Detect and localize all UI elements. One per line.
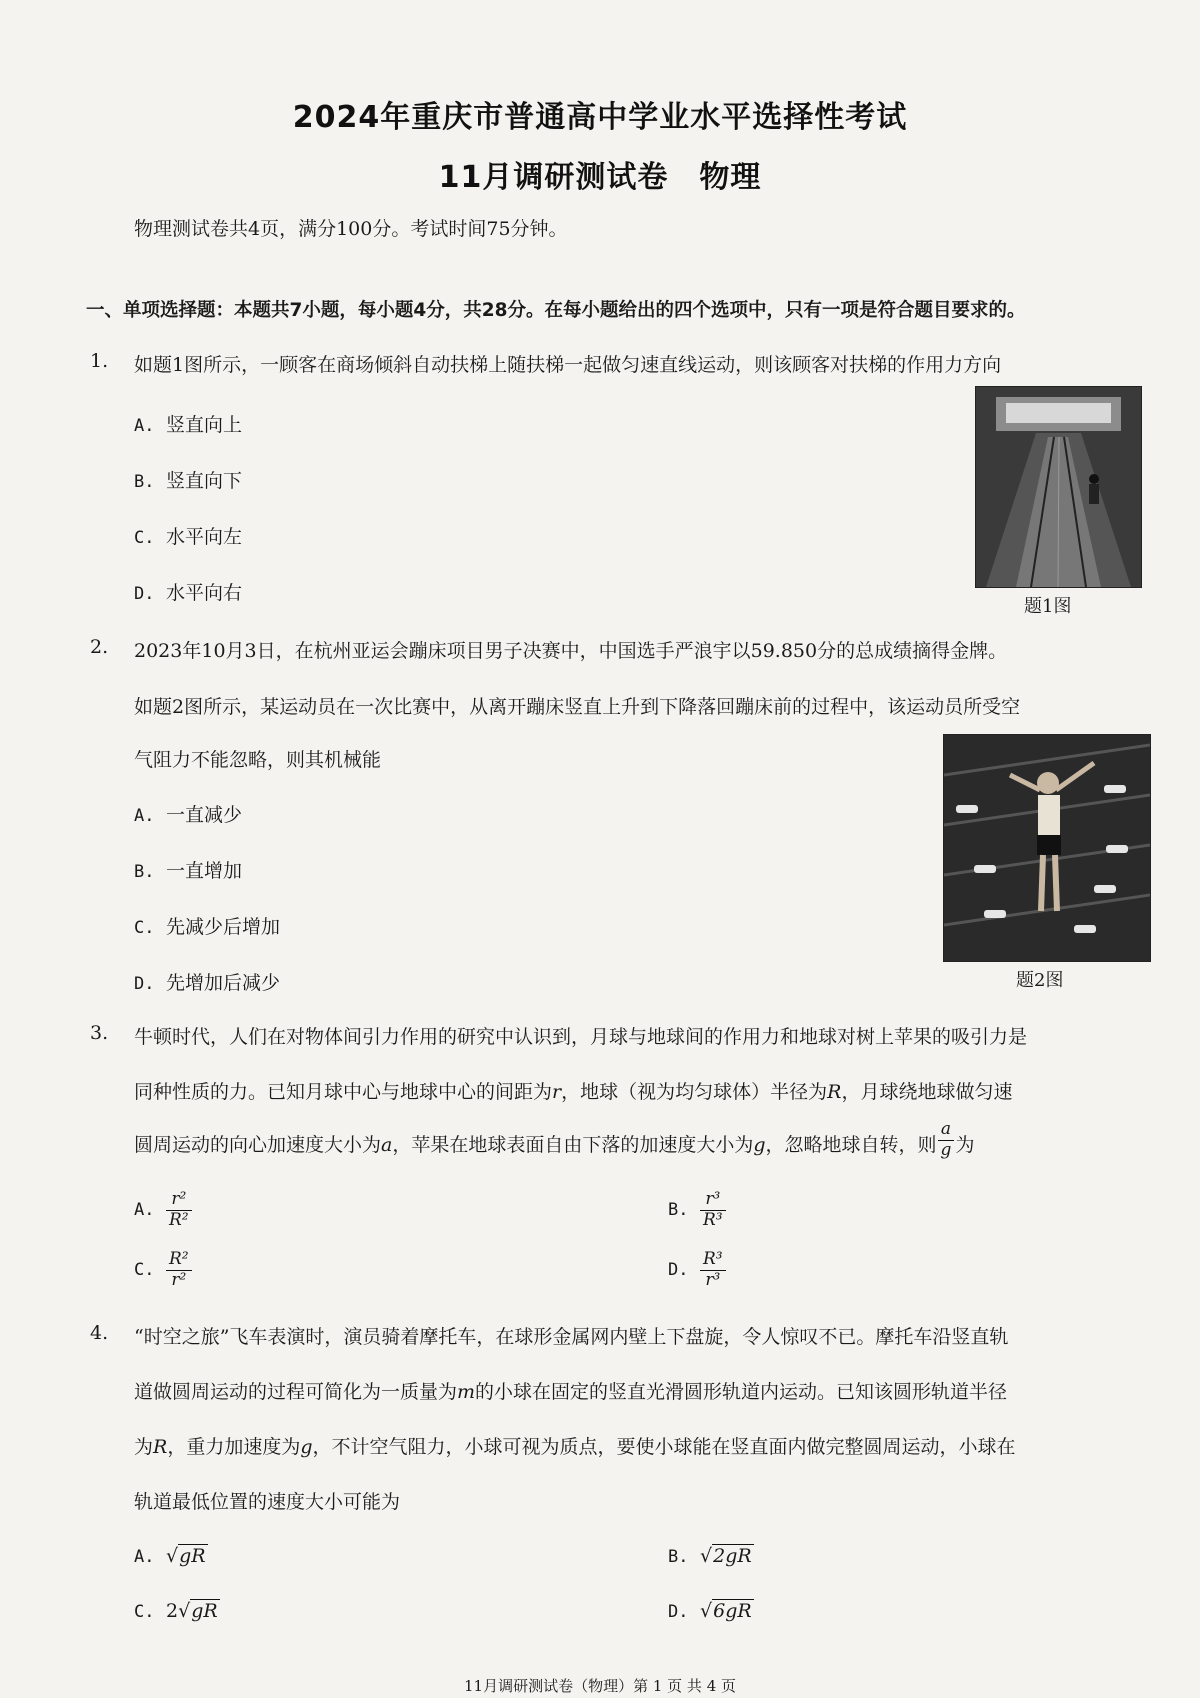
- option-label: C.: [134, 528, 155, 548]
- option-label: A.: [134, 1547, 155, 1567]
- option-text: 一直增加: [166, 860, 243, 882]
- exam-subtitle: 11月调研测试卷 物理: [438, 160, 762, 195]
- q3-option-a: [134, 1190, 192, 1230]
- fraction: [166, 1190, 192, 1230]
- q1-option-d: [134, 578, 242, 605]
- option-text: 竖直向上: [166, 414, 243, 436]
- option-text: 一直减少: [166, 804, 243, 826]
- fraction: [700, 1190, 726, 1230]
- q2-stem-line2: 如题2图所示，某运动员在一次比赛中，从离开蹦床竖直上升到下降落回蹦床前的过程中，该运动员所受空: [134, 696, 1021, 718]
- fraction-denominator: R²: [169, 1209, 189, 1230]
- escalator-illustration: [976, 387, 1141, 587]
- q3-number: 3.: [90, 1022, 109, 1044]
- q2-option-c: [134, 912, 280, 939]
- option-text: 水平向右: [166, 582, 243, 604]
- fraction-denominator: r²: [171, 1269, 187, 1290]
- text-run: 的小球在固定的竖直光滑圆形轨道内运动。已知该圆形轨道半径: [475, 1381, 1008, 1403]
- var-R: R: [153, 1436, 168, 1458]
- radicand: 6gR: [713, 1600, 752, 1622]
- radicand: gR: [179, 1545, 206, 1567]
- option-label: D.: [134, 974, 155, 994]
- var-R: R: [827, 1081, 842, 1103]
- fraction: [700, 1250, 726, 1290]
- fraction-a-over-g: [938, 1120, 955, 1160]
- option-label: A.: [134, 1200, 155, 1221]
- page-footer: 11月调研测试卷（物理）第 1 页 共 4 页: [463, 1677, 737, 1695]
- q2-stem-line3: 气阻力不能忽略，则其机械能: [134, 749, 382, 771]
- text-run: 同种性质的力。已知月球中心与地球中心的间距为: [134, 1081, 553, 1103]
- q2-number: 2.: [90, 636, 109, 658]
- q4-option-a: [134, 1545, 208, 1567]
- q4-stem-line4: 轨道最低位置的速度大小可能为: [134, 1491, 401, 1513]
- escalator-photo: [975, 386, 1142, 588]
- exam-intro: 物理测试卷共4页，满分100分。考试时间75分钟。: [134, 218, 568, 240]
- var-a: a: [381, 1134, 393, 1156]
- option-text: 水平向左: [166, 526, 243, 548]
- text-run: ，重力加速度为: [167, 1436, 301, 1458]
- q4-stem-line2: [134, 1377, 1007, 1404]
- fraction-numerator: R³: [700, 1250, 726, 1271]
- option-label: D.: [668, 1260, 689, 1281]
- text-run: 为: [134, 1436, 154, 1458]
- sqrt-expression: √6gR: [700, 1600, 752, 1622]
- option-label: D.: [668, 1602, 689, 1622]
- q2-stem-line1: 2023年10月3日，在杭州亚运会蹦床项目男子决赛中，中国选手严浪宇以59.850分的总成绩摘得金牌。: [134, 640, 1008, 662]
- q4-stem-line3: [134, 1432, 1016, 1459]
- trampoline-photo: [943, 734, 1151, 962]
- fraction-denominator: g: [940, 1139, 952, 1160]
- fraction-numerator: R²: [166, 1250, 192, 1271]
- q3-option-b: [668, 1190, 726, 1230]
- text-run: ，地球（视为均匀球体）半径为: [561, 1081, 828, 1103]
- option-label: A.: [134, 416, 155, 436]
- option-label: B.: [668, 1547, 689, 1567]
- var-g: g: [300, 1436, 313, 1458]
- trampoline-illustration: [944, 735, 1150, 961]
- q2-option-d: [134, 968, 280, 995]
- option-text: 先减少后增加: [166, 916, 281, 938]
- q4-number: 4.: [90, 1322, 109, 1344]
- fraction-denominator: r³: [705, 1269, 721, 1290]
- text-run: 为: [955, 1134, 975, 1156]
- fraction: [166, 1250, 192, 1290]
- coefficient: 2: [166, 1600, 179, 1622]
- q1-option-c: [134, 522, 242, 549]
- text-run: ，忽略地球自转，则: [765, 1134, 937, 1156]
- q3-option-d: [668, 1250, 726, 1290]
- text-run: ，不计空气阻力，小球可视为质点，要使小球能在竖直面内做完整圆周运动，小球在: [312, 1436, 1016, 1458]
- exam-title: 2024年重庆市普通高中学业水平选择性考试: [292, 100, 908, 135]
- var-m: m: [457, 1381, 476, 1403]
- text-run: ，苹果在地球表面自由下落的加速度大小为: [392, 1134, 754, 1156]
- q1-stem: 如题1图所示，一顾客在商场倾斜自动扶梯上随扶梯一起做匀速直线运动，则该顾客对扶梯的作用力方向: [134, 354, 1002, 376]
- fraction-numerator: a: [938, 1120, 955, 1141]
- fraction-denominator: R³: [703, 1209, 723, 1230]
- option-label: B.: [134, 472, 155, 492]
- option-label: B.: [668, 1200, 689, 1221]
- text-run: 道做圆周运动的过程可简化为一质量为: [134, 1381, 458, 1403]
- q4-option-b: [668, 1545, 754, 1567]
- text-run: ，月球绕地球做匀速: [841, 1081, 1013, 1103]
- sqrt-expression: √gR: [166, 1545, 206, 1567]
- text-run: 圆周运动的向心加速度大小为: [134, 1134, 382, 1156]
- radicand: 2gR: [713, 1545, 752, 1567]
- q1-number: 1.: [90, 350, 109, 372]
- section-heading: 一、单项选择题：本题共7小题，每小题4分，共28分。在每小题给出的四个选项中，只有一项是符合题目要求的。: [86, 300, 1026, 321]
- option-label: C.: [134, 918, 155, 938]
- var-r: r: [552, 1081, 562, 1103]
- option-label: C.: [134, 1260, 155, 1281]
- option-label: D.: [134, 584, 155, 604]
- q2-option-b: [134, 856, 242, 883]
- q1-option-a: [134, 410, 242, 437]
- option-text: 先增加后减少: [166, 972, 281, 994]
- sqrt-expression: √2gR: [700, 1545, 752, 1567]
- q4-option-d: [668, 1600, 754, 1622]
- q4-stem-line1: “时空之旅”飞车表演时，演员骑着摩托车，在球形金属网内壁上下盘旋，令人惊叹不已。摩托车沿竖直轨: [134, 1326, 1009, 1348]
- sqrt-expression: √gR: [178, 1600, 218, 1622]
- figure-2-caption: 题2图: [1016, 970, 1064, 991]
- q3-stem-line1: 牛顿时代，人们在对物体间引力作用的研究中认识到，月球与地球间的作用力和地球对树上苹果的吸引力是: [134, 1026, 1028, 1048]
- fraction-numerator: r³: [700, 1190, 726, 1211]
- figure-1-caption: 题1图: [1024, 596, 1072, 617]
- q4-option-c: [134, 1600, 220, 1622]
- q3-option-c: [134, 1250, 192, 1290]
- option-text: 竖直向下: [166, 470, 243, 492]
- q1-option-b: [134, 466, 242, 493]
- fraction-numerator: r²: [166, 1190, 192, 1211]
- q3-stem-line2: [134, 1077, 1012, 1104]
- var-g: g: [753, 1134, 766, 1156]
- q3-stem-line3: [134, 1118, 975, 1160]
- q2-option-a: [134, 800, 242, 827]
- radicand: gR: [191, 1600, 218, 1622]
- option-label: B.: [134, 862, 155, 882]
- option-label: A.: [134, 806, 155, 826]
- option-label: C.: [134, 1602, 155, 1622]
